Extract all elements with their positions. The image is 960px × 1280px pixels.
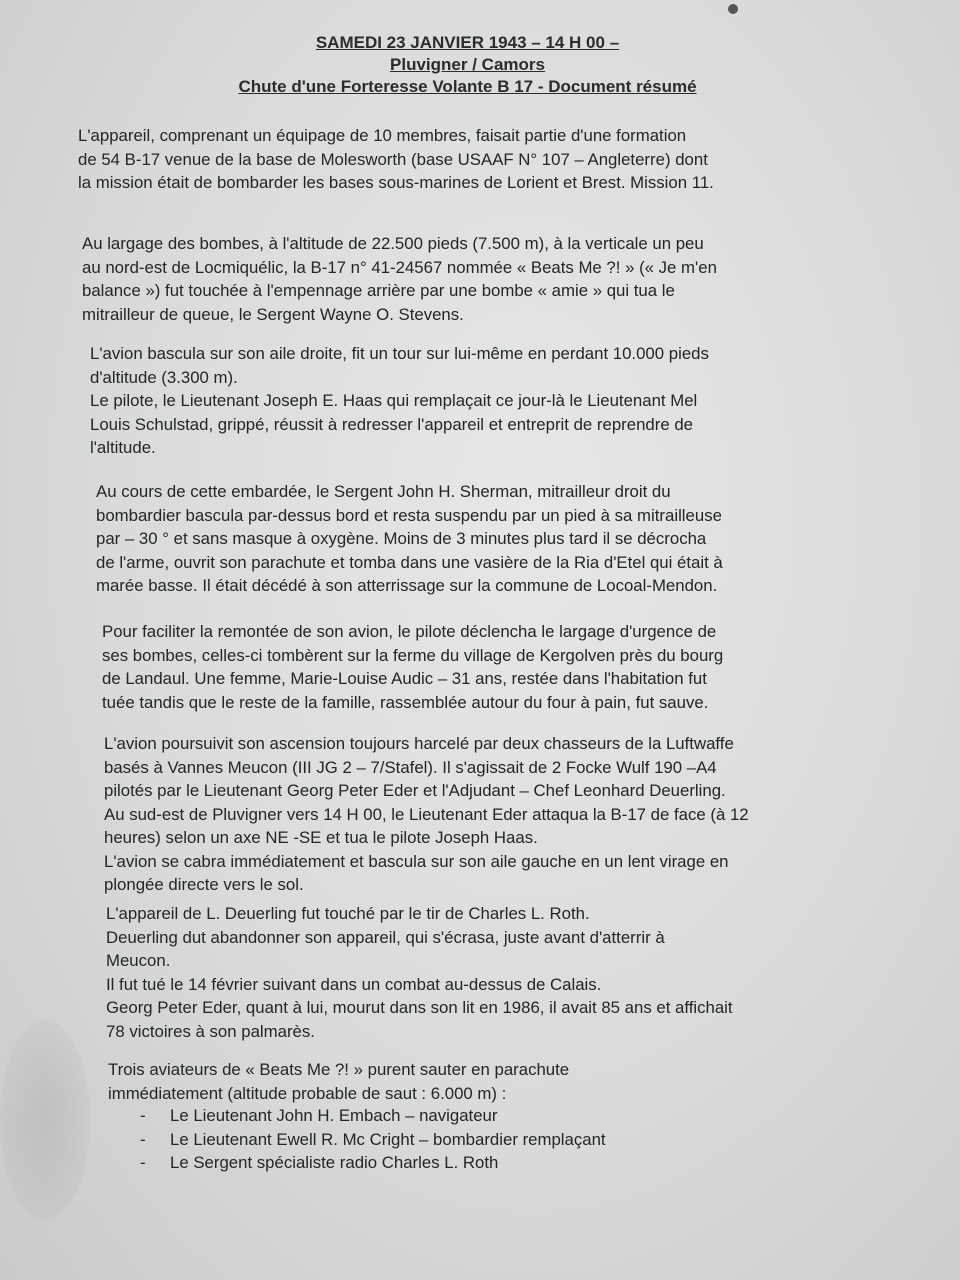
bullet-dash: - — [140, 1153, 146, 1172]
text-line: L'avion poursuivit son ascension toujours harcelé par deux chasseurs de la Luftwaffe — [104, 734, 734, 753]
paper-stain — [0, 1020, 90, 1220]
text-line: basés à Vannes Meucon (III JG 2 – 7/Stafel). Il s'agissait de 2 Focke Wulf 190 –A4 — [104, 757, 717, 777]
text-line: Il fut tué le 14 février suivant dans un combat au-dessus de Calais. — [106, 974, 602, 994]
list-item — [140, 1104, 606, 1128]
text-line: au nord-est de Locmiquélic, la B-17 n° 41-24567 nommée « Beats Me ?! » (« Je m'en — [82, 257, 717, 277]
text-line: pilotés par le Lieutenant Georg Peter Eder et l'Adjudant – Chef Leonhard Deuerling. — [104, 781, 726, 800]
text-line: bombardier bascula par-dessus bord et resta suspendu par un pied à sa mitrailleuse — [96, 505, 722, 525]
text-line: balance ») fut touchée à l'empennage arrière par une bombe « amie » qui tua le — [82, 281, 675, 300]
text-line: Meucon. — [106, 951, 171, 970]
text-line: L'appareil de L. Deuerling fut touché par le tir de Charles L. Roth. — [106, 904, 590, 923]
crew-member: Le Lieutenant John H. Embach – navigateur — [170, 1106, 498, 1125]
crew-list — [140, 1104, 606, 1175]
text-line: la mission était de bombarder les bases sous-marines de Lorient et Brest. Mission 11. — [78, 173, 714, 192]
text-line: l'altitude. — [90, 438, 156, 457]
text-line: Georg Peter Eder, quant à lui, mourut dans son lit en 1986, il avait 85 ans et affichait — [106, 998, 733, 1017]
text-line: de 54 B-17 venue de la base de Molesworth (base USAAF N° 107 – Angleterre) dont — [78, 149, 708, 169]
text-line: ses bombes, celles-ci tombèrent sur la ferme du village de Kergolven près du bourg — [102, 645, 724, 665]
crew-member: Le Sergent spécialiste radio Charles L. Roth — [170, 1153, 499, 1172]
text-line: plongée directe vers le sol. — [104, 875, 304, 894]
text-line: heures) selon un axe NE -SE et tua le pilote Joseph Haas. — [104, 828, 538, 847]
text-line: tuée tandis que le reste de la famille, rassemblée autour du four à pain, fut sauve. — [102, 692, 709, 712]
location-heading: Pluvigner / Camors — [390, 55, 545, 74]
paragraph-sherman — [96, 480, 723, 598]
text-line: Deuerling dut abandonner son appareil, qui s'écrasa, juste avant d'atterrir à — [106, 927, 665, 947]
text-line: immédiatement (altitude probable de saut : 6.000 m) : — [108, 1083, 507, 1103]
bullet-dash: - — [140, 1106, 146, 1125]
paragraph-crew-mission — [78, 124, 714, 195]
text-line: Louis Schulstad, grippé, réussit à redresser l'appareil et entreprit de reprendre de — [90, 414, 694, 434]
date-heading: SAMEDI 23 JANVIER 1943 – 14 H 00 – — [315, 33, 620, 52]
text-line: 78 victoires à son palmarès. — [106, 1021, 315, 1041]
text-line: de l'arme, ouvrit son parachute et tomba dans une vasière de la Ria d'Etel qui était à — [96, 552, 723, 572]
text-line: Au sud-est de Pluvigner vers 14 H 00, le Lieutenant Eder attaqua la B-17 de face (à 12 — [104, 804, 749, 824]
text-line: Au largage des bombes, à l'altitude de 22.500 pieds (7.500 m), à la verticale un peu — [82, 234, 704, 253]
text-line: L'avion bascula sur son aile droite, fit un tour sur lui-même en perdant 10.000 pieds — [90, 344, 709, 363]
paragraph-deuerling — [106, 902, 733, 1043]
text-line: d'altitude (3.300 m). — [90, 367, 238, 387]
text-line: mitrailleur de queue, le Sergent Wayne O. Stevens. — [82, 304, 464, 324]
paragraph-bomb-drop — [82, 232, 717, 326]
text-line: L'avion se cabra immédiatement et bascula sur son aile gauche en un lent virage en — [104, 851, 729, 871]
paragraph-luftwaffe-attack — [104, 732, 749, 897]
text-line: marée basse. Il était décédé à son atterrissage sur la commune de Locoal-Mendon. — [96, 576, 718, 595]
text-line: de Landaul. Une femme, Marie-Louise Audic – 31 ans, restée dans l'habitation fut — [102, 669, 707, 688]
bullet-dash: - — [140, 1129, 146, 1149]
text-line: par – 30 ° et sans masque à oxygène. Moins de 3 minutes plus tard il se décrocha — [96, 529, 707, 548]
list-item — [140, 1128, 606, 1152]
text-line: L'appareil, comprenant un équipage de 10 membres, faisait partie d'une formation — [78, 126, 687, 145]
paragraph-emergency-drop — [102, 620, 723, 714]
crew-member: Le Lieutenant Ewell R. Mc Cright – bombardier remplaçant — [170, 1129, 606, 1149]
text-line: Pour faciliter la remontée de son avion, le pilote déclencha le largage d'urgence de — [102, 622, 717, 641]
list-item — [140, 1151, 606, 1175]
text-line: Le pilote, le Lieutenant Joseph E. Haas qui remplaçait ce jour-là le Lieutenant Mel — [90, 391, 698, 410]
text-line: Au cours de cette embardée, le Sergent John H. Sherman, mitrailleur droit du — [96, 482, 671, 501]
paragraph-plane-tilt — [90, 342, 709, 460]
title-heading: Chute d'une Forteresse Volante B 17 - Document résumé — [238, 77, 697, 96]
paragraph-parachute — [108, 1058, 569, 1105]
paper-mark — [728, 4, 738, 14]
document-header — [0, 32, 935, 98]
text-line: Trois aviateurs de « Beats Me ?! » purent sauter en parachute — [108, 1060, 570, 1079]
